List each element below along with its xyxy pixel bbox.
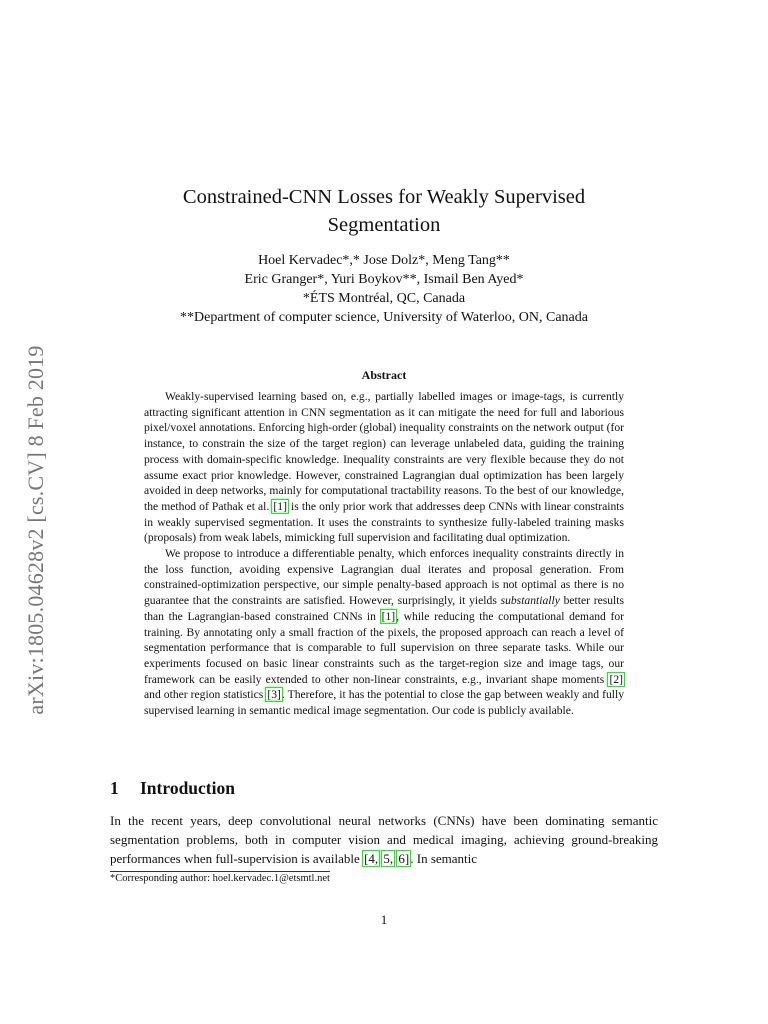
footnote: *Corresponding author: hoel.kervadec.1@etsmtl.net: [110, 873, 330, 884]
title-line-1: Constrained-CNN Losses for Weakly Supervised: [182, 186, 586, 208]
abstract-paragraph-1: [144, 389, 624, 546]
authors-line-1: Hoel Kervadec*,* Jose Dolz*, Meng Tang**: [258, 253, 510, 268]
arxiv-id: arXiv:1805.04628v2 [cs.CV] 8 Feb 2019: [23, 345, 48, 715]
abstract-text: We propose to introduce a differentiable penalty, which enforces inequality constraints directly in the loss function, avoiding expensive Lagrangian dual iterates and proposal generation. From constrained-optimization perspective, our simple penalty-based approach is not optimal as there is no guarantee that the constraints are satisfied. However, surprisingly, it yields: [144, 547, 624, 608]
citation-link[interactable]: [1]: [273, 499, 287, 513]
intro-text: . In semantic: [410, 851, 478, 866]
abstract-heading: Abstract: [361, 368, 407, 382]
citation-link[interactable]: 6]: [398, 851, 410, 866]
affiliation-2: **Department of computer science, University of Waterloo, ON, Canada: [180, 310, 588, 325]
intro-paragraph-1: [110, 811, 658, 868]
abstract-text: and other region statistics: [144, 688, 267, 702]
abstract-text: better results than the Lagrangian-based constrained CNNs in: [144, 594, 624, 623]
abstract-paragraph-2: [144, 546, 624, 719]
citation-link[interactable]: 5,: [383, 851, 394, 866]
authors-line-2: Eric Granger*, Yuri Boykov**, Ismail Ben Ayed*: [244, 272, 524, 287]
introduction-body: [110, 811, 658, 868]
section-title: Introduction: [140, 778, 235, 798]
citation-link[interactable]: [3]: [267, 688, 281, 702]
abstract-text: . Therefore, it has the potential to close the gap between weakly and fully supervised learning in semantic medical image segmentation. Our code is publicly available.: [144, 688, 624, 718]
citation-link[interactable]: [1]: [381, 609, 396, 623]
affiliation-1: *ÉTS Montréal, QC, Canada: [302, 291, 466, 306]
section-heading-introduction: [110, 778, 235, 799]
abstract-text: is the only prior work that addresses deep CNNs with linear constraints in weakly supervised segmentation. It uses the constraints to synthesize fully-labeled training masks (proposals) from weak labels, mimicking full supervision and facilitating dual optimization.: [144, 499, 624, 545]
emphasis-text: substantially: [500, 594, 560, 608]
citation-link[interactable]: [4,: [364, 851, 379, 866]
footnote-rule: [110, 871, 330, 872]
citation-link[interactable]: [2]: [609, 672, 623, 686]
intro-text: In the recent years, deep convolutional neural networks (CNNs) have been dominating semantic segmentation problems, both in computer vision and medical imaging, achieving ground-breaking performances when full-supervision is available: [110, 813, 658, 866]
abstract-text: Weakly-supervised learning based on, e.g., partially labelled images or image-tags, is currently attracting significant attention in CNN segmentation as it can mitigate the need for full and laborious pixel/voxel annotations. Enforcing high-order (global) inequality constraints on the network output (for instance, to constrain the size of the target region) can leverage unlabeled data, guiding the training process with domain-specific knowledge. Inequality constraints are very flexible because they do not assume exact prior knowledge. However, constrained Lagrangian dual optimization has been largely avoided in deep networks, mainly for computational tractability reasons. To the best of our knowledge, the method of Pathak et al.: [144, 390, 624, 513]
arxiv-sidebar-stamp: [18, 320, 54, 740]
title-line-2: Segmentation: [327, 214, 441, 236]
page-number: 1: [380, 912, 388, 927]
abstract-body: [144, 389, 624, 719]
section-number: 1: [110, 778, 119, 798]
paper-title: [110, 183, 658, 239]
abstract-text: , while reducing the computational demand for training. By annotating only a small fraction of the pixels, the proposed approach can reach a level of segmentation performance that is comparable to full supervision on three separate tasks. While our experiments focused on basic linear constraints such as the target-region size and image tags, our framework can be easily extended to other non-linear constraints, e.g., invariant shape moments: [144, 609, 624, 686]
author-block: [110, 251, 658, 327]
